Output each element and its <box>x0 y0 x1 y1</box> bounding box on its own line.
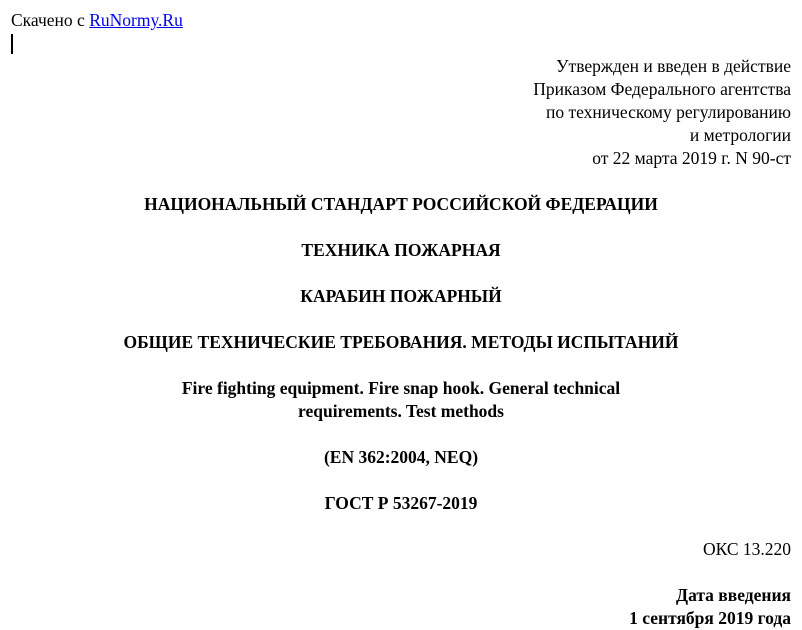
english-title-line: requirements. Test methods <box>298 401 504 421</box>
approval-line: Приказом Федерального агентства <box>533 79 791 99</box>
text-cursor <box>11 34 13 54</box>
source-link[interactable]: RuNormy.Ru <box>89 10 183 30</box>
english-title-line: Fire fighting equipment. Fire snap hook. General technical <box>181 378 621 398</box>
introduction-date-block <box>629 584 791 630</box>
source-line <box>11 9 183 32</box>
approval-line: Утвержден и введен в действие <box>556 56 791 76</box>
english-title <box>0 377 802 423</box>
reference-standard: (EN 362:2004, NEQ) <box>323 447 479 467</box>
approval-block <box>533 55 791 170</box>
category-title: ТЕХНИКА ПОЖАРНАЯ <box>301 240 501 260</box>
approval-line: и метрологии <box>689 125 791 145</box>
oks-code: ОКС 13.220 <box>702 539 791 559</box>
approval-line: по техническому регулированию <box>545 102 791 122</box>
subject-title: КАРАБИН ПОЖАРНЫЙ <box>300 286 502 306</box>
standard-designation: ГОСТ Р 53267-2019 <box>324 493 478 513</box>
standard-type-title: НАЦИОНАЛЬНЫЙ СТАНДАРТ РОССИЙСКОЙ ФЕДЕРАЦИИ <box>144 194 658 214</box>
source-prefix: Скачено с <box>11 10 90 30</box>
introduction-label: Дата введения <box>676 585 791 605</box>
introduction-date: 1 сентября 2019 года <box>629 608 791 628</box>
scope-title: ОБЩИЕ ТЕХНИЧЕСКИЕ ТРЕБОВАНИЯ. МЕТОДЫ ИСПЫТАНИЙ <box>123 332 679 352</box>
approval-line: от 22 марта 2019 г. N 90-ст <box>592 148 791 168</box>
